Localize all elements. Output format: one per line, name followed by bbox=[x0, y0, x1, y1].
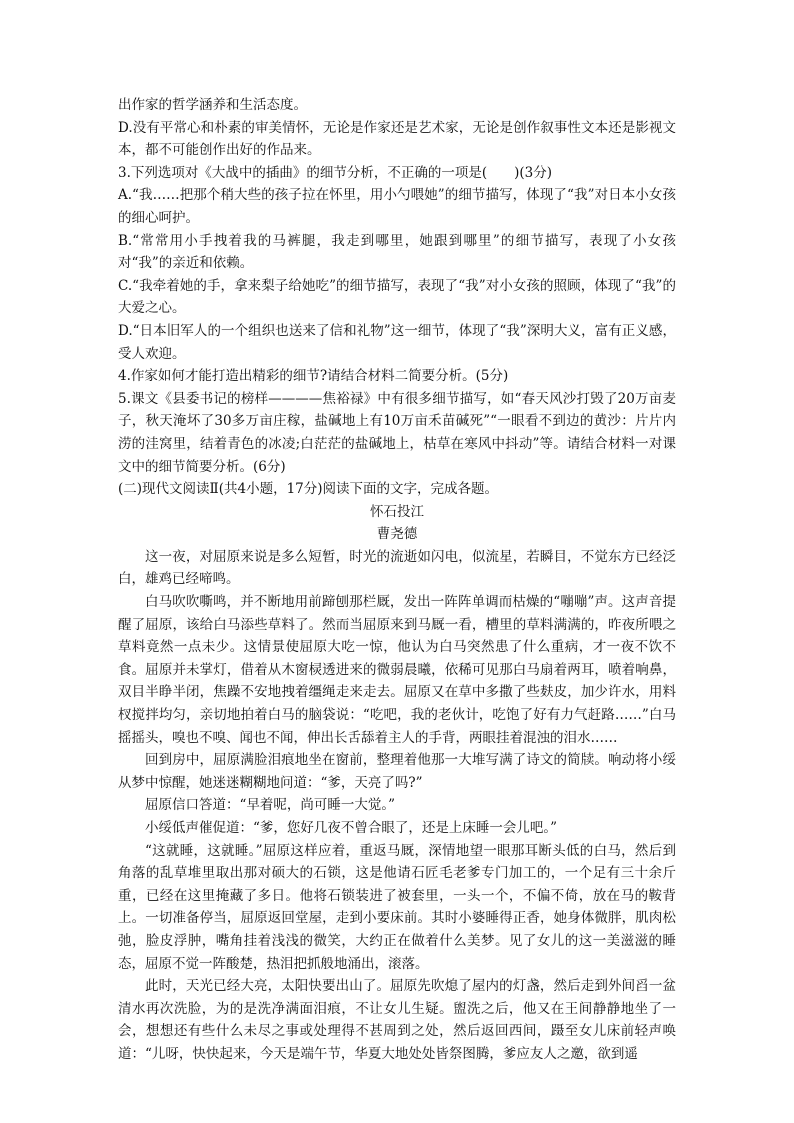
text-line: 出作家的哲学涵养和生活态度。 bbox=[118, 97, 307, 113]
article-author: 曹尧德 bbox=[376, 526, 418, 543]
option-d: D.“日本旧军人的一个组织也送来了信和礼物”这一细节，体现了“我”深明大义，富有正义感，受人欢迎。 bbox=[118, 322, 676, 362]
document-page bbox=[118, 94, 676, 1066]
question-4: 4.作家如何才能打造出精彩的细节?请结合材料二简要分析。(5分) bbox=[118, 368, 509, 385]
section-heading: (二)现代文阅读Ⅱ(共4小题，17分)阅读下面的文字，完成各题。 bbox=[118, 481, 499, 498]
option-c: C.“我牵着她的手，拿来梨子给她吃”的细节描写，表现了“我”对小女孩的照顾，体现了“我”的大爱之心。 bbox=[118, 277, 676, 317]
article-paragraph-6: “这就睡，这就睡。”屈原这样应着，重返马厩，深情地望一眼那耳断头低的白马，然后到角落的乱草堆里取出那对硕大的石锁，这是他请石匠毛老爹专门加工的，一个足有三十余斤重，已经在这里掩藏了多日。他将石锁装进了被套里，一头一个，不偏不倚，放在马的鞍背上。一切准备停当，屈原返回堂屋，走到小要床前。其时小婆睡得正香，她身体微胖，肌肉松弛，脸皮浮肿，嘴角挂着浅浅的微笑，大约正在做着什么美梦。见了女儿的这一美滋滋的睡态，屈原不觉一阵酸楚，热泪把抓般地涌出，滚落。 bbox=[118, 842, 676, 972]
article-paragraph-3: 回到房中，屈原满脸泪痕地坐在窗前，整理着他那一大堆写满了诗文的简牍。响动将小绥从梦中惊醒，她迷迷糊糊地问道：“爹，天亮了吗?” bbox=[118, 752, 676, 791]
option-a: A.“我……把那个稍大些的孩子拉在怀里，用小勺喂她”的细节描写，体现了“我”对日本小女孩的细心呵护。 bbox=[118, 187, 676, 226]
article-paragraph-1: 这一夜，对屈原来说是多么短暂，时光的流逝如闪电，似流星，若瞬目，不觉东方已经泛白，雄鸡已经啼鸣。 bbox=[118, 548, 676, 588]
article-paragraph-2: 白马吹吹嘶鸣，并不断地用前蹄刨那栏厩，发出一阵阵单调而枯燥的“嘣嘣”声。这声音提醒了屈原，该给白马添些草料了。然而当屈原来到马厩一看，槽里的草料满满的，昨夜所喂之草料竟然一点未少。这情景使屈原大吃一惊，他认为白马突然患了什么重病，才一夜不饮不食。屈原并未掌灯，借着从木窗棂透进来的微弱晨曦，依稀可见那白马扇着两耳，喷着响鼻，双目半睁半闭，焦躁不安地拽着缰绳走来走去。屈原又在草中多撒了些麸皮，加少许水，用料杈搅拌均匀，亲切地拍着白马的脑袋说：“吃吧，我的老伙计，吃饱了好有力气赶路……”白马摇摇头，嗅也不嗅、闻也不闻，伸出长舌舔着主人的手背，两眼挂着混浊的泪水…… bbox=[118, 594, 676, 746]
article-paragraph-5: 小绥低声催促道：“爹，您好几夜不曾合眼了，还是上床睡一会儿吧。” bbox=[145, 820, 558, 836]
article-title: 怀石投江 bbox=[370, 503, 424, 520]
question-3: 3.下列选项对《大战中的插曲》的细节分析，不正确的一项是( )(3分) bbox=[118, 164, 553, 181]
article-paragraph-7: 此时，天光已经大亮，太阳快要出山了。屈原先吹熄了屋内的灯盏，然后走到外间舀一盆清水再次洗脸，为的是洗净满面泪痕，不让女儿生疑。盥洗之后，他又在王间静静地坐了一会，想想还有些什么未尽之事或处理得不甚周到之处，然后返回西间，蹑至女儿床前轻声唤道：“儿呀，快快起来，今天是端午节，华夏大地处处皆祭图腾，爹应友人之邀，欲到遥 bbox=[118, 978, 676, 1062]
option-b: B.“常常用小手拽着我的马裤腿，我走到哪里，她跟到哪里”的细节描写，表现了小女孩对“我”的亲近和依赖。 bbox=[118, 232, 676, 272]
question-5: 5.课文《县委书记的榜样————焦裕禄》中有很多细节描写，如“春天风沙打毁了20万亩麦子，秋天淹坏了30多万亩庄稼，盐碱地上有10万亩禾苗碱死”“一眼看不到边的黄沙：片片内涝的洼窝里，结着青色的冰凌;白茫茫的盐碱地上，枯草在寒风中抖动”等。请结合材料一对课文中的细节简要分析。(6分) bbox=[118, 390, 676, 475]
article-paragraph-4: 屈原信口答道：“早着呢，尚可睡一大觉。” bbox=[145, 797, 396, 814]
option-d-paragraph: D.没有平常心和朴素的审美情怀，无论是作家还是艺术家，无论是创作叙事性文本还是影视文本，都不可能创作出好的作品来。 bbox=[118, 119, 676, 159]
